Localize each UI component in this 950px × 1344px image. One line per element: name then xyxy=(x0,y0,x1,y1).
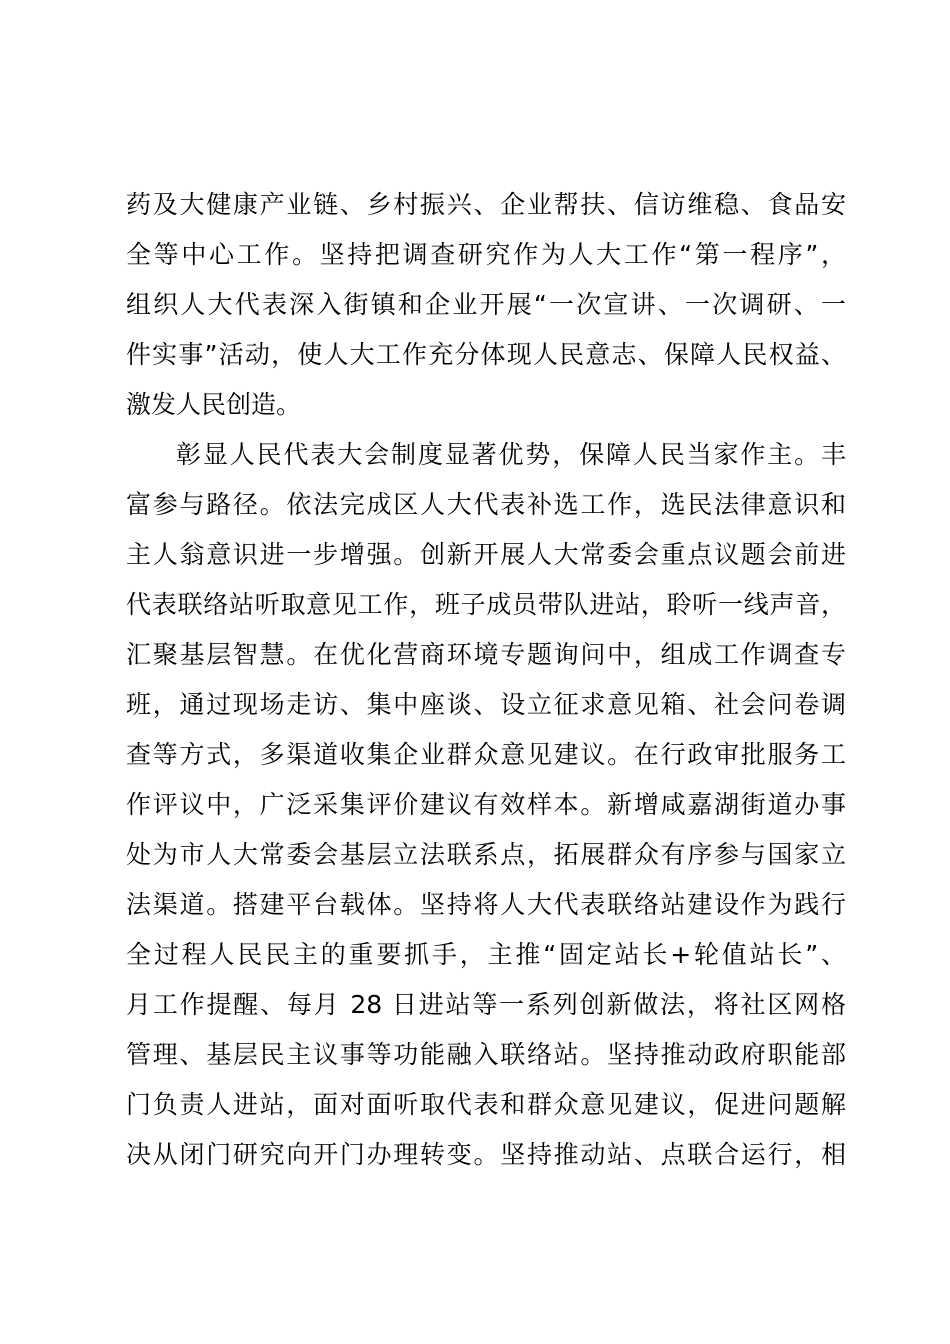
paragraph-2-line-9: 处为市人大常委会基层立法联系点，拓展群众有序参与国家立 xyxy=(126,840,846,869)
paragraph-2-line-2: 富参与路径。依法完成区人大代表补选工作，选民法律意识和 xyxy=(126,490,846,519)
paragraph-1-line-4: 件实事”活动，使人大工作充分体现人民意志、保障人民权益、 xyxy=(126,340,846,369)
paragraph-1-line-1: 药及大健康产业链、乡村振兴、企业帮扶、信访维稳、食品安 xyxy=(126,190,846,219)
paragraph-2-line-11: 全过程人民民主的重要抓手，主推“固定站长+轮值站长”、 xyxy=(126,940,846,969)
paragraph-2-line-5: 汇聚基层智慧。在优化营商环境专题询问中，组成工作调查专 xyxy=(126,640,846,669)
paragraph-1 xyxy=(126,180,846,430)
paragraph-2-line-3: 主人翁意识进一步增强。创新开展人大常委会重点议题会前进 xyxy=(126,540,846,569)
paragraph-2-line-12: 月工作提醒、每月 28 日进站等一系列创新做法，将社区网格 xyxy=(126,990,846,1019)
paragraph-2-line-13: 管理、基层民主议事等功能融入联络站。坚持推动政府职能部 xyxy=(126,1040,846,1069)
paragraph-2 xyxy=(126,430,846,1180)
paragraph-2-line-10: 法渠道。搭建平台载体。坚持将人大代表联络站建设作为践行 xyxy=(126,890,846,919)
paragraph-2-line-15: 决从闭门研究向开门办理转变。坚持推动站、点联合运行，相 xyxy=(126,1140,846,1169)
paragraph-1-line-2: 全等中心工作。坚持把调查研究作为人大工作“第一程序”， xyxy=(126,240,846,269)
paragraph-2-line-8: 作评议中，广泛采集评价建议有效样本。新增咸嘉湖街道办事 xyxy=(126,790,846,819)
paragraph-2-line-7: 查等方式，多渠道收集企业群众意见建议。在行政审批服务工 xyxy=(126,740,846,769)
paragraph-2-line-1: 彰显人民代表大会制度显著优势，保障人民当家作主。丰 xyxy=(176,440,846,469)
paragraph-2-line-4: 代表联络站听取意见工作，班子成员带队进站，聆听一线声音， xyxy=(126,590,846,619)
paragraph-1-line-5: 激发人民创造。 xyxy=(126,390,302,419)
paragraph-1-line-3: 组织人大代表深入街镇和企业开展“一次宣讲、一次调研、一 xyxy=(126,290,846,319)
paragraph-2-line-6: 班，通过现场走访、集中座谈、设立征求意见箱、社会问卷调 xyxy=(126,690,846,719)
paragraph-2-line-14: 门负责人进站，面对面听取代表和群众意见建议，促进问题解 xyxy=(126,1090,846,1119)
